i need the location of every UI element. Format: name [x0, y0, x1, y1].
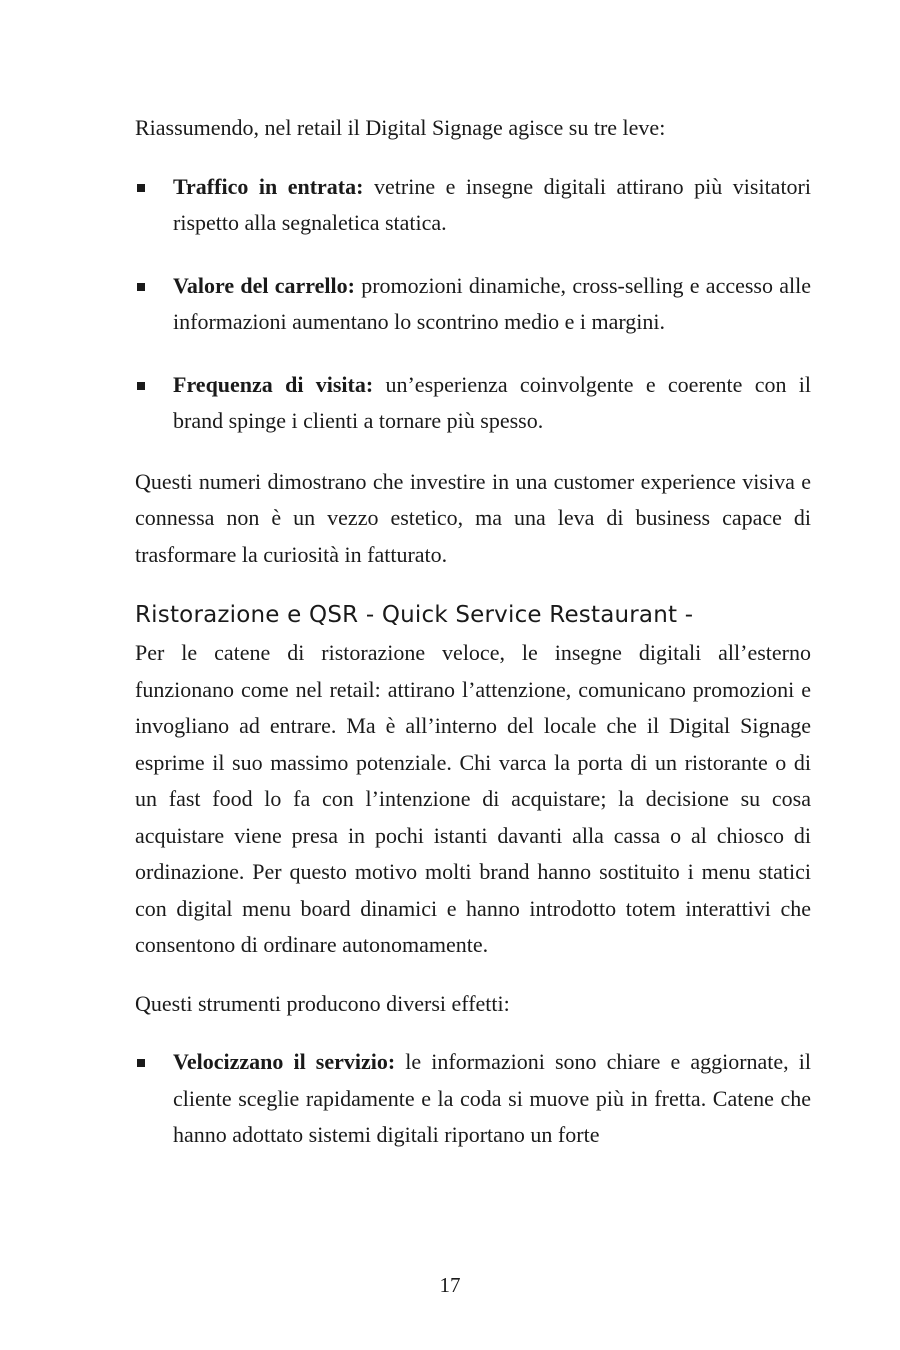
section-body-paragraph: Per le catene di ristorazione veloce, le insegne digitali all’esterno funzionano come nel retail: attirano l’attenzione, comunicano promozioni e invogliano ad entrare. Ma è all’interno del locale che il Digital Signage esprime il suo massimo potenziale. Chi varca la porta di un ristorante o di un fast food lo fa con l’intenzione di acquistare; la decisione su cosa acquistare viene presa in pochi istanti davanti alla cassa o al chiosco di ordinazione. Per questo motivo molti brand hanno sostituito i menu statici con digital menu board dinamici e hanno introdotto totem interattivi che consentono di ordinare autonomamente.: [135, 640, 811, 957]
list-item-lead: Traffico in entrata:: [173, 173, 364, 199]
list-item-speed: [135, 1044, 811, 1154]
list-item-lead: Valore del carrello:: [173, 272, 355, 298]
list-item-cart-value: [135, 268, 811, 341]
effects-list: [135, 1044, 811, 1154]
list-item-visit-frequency: [135, 367, 811, 440]
intro-paragraph: Riassumendo, nel retail il Digital Signage agisce su tre leve:: [135, 115, 666, 140]
list-item-traffic: [135, 169, 811, 242]
list-item-lead: Frequenza di visita:: [173, 371, 374, 397]
list-item-lead: Velocizzano il servizio:: [173, 1049, 396, 1074]
page-content: [135, 110, 811, 1154]
page-number: 17: [439, 1273, 461, 1297]
list-item-text: un’esperienza coinvolgente e coerente con il brand spinge i clienti a tornare più spesso.: [173, 371, 811, 433]
list-item-text: promozioni dinamiche, cross-selling e accesso alle informazioni aumentano lo scontrino medio e i margini.: [173, 272, 812, 334]
square-bullet-icon: [137, 283, 145, 291]
effects-intro-paragraph: Questi strumenti producono diversi effetti:: [135, 990, 510, 1016]
list-item-text: le informazioni sono chiare e aggiornate, il cliente sceglie rapidamente e la coda si muove più in fretta. Catene che hanno adottato sistemi digitali riportano un forte: [173, 1049, 811, 1147]
square-bullet-icon: [137, 382, 145, 390]
levers-list: [135, 169, 811, 440]
section-heading: Ristorazione e QSR - Quick Service Restaurant -: [135, 602, 694, 628]
list-item-text: vetrine e insegne digitali attirano più visitatori rispetto alla segnaletica statica.: [173, 173, 811, 235]
square-bullet-icon: [137, 1059, 145, 1067]
square-bullet-icon: [137, 184, 145, 192]
conclusion-paragraph: Questi numeri dimostrano che investire in una customer experience visiva e connessa non è un vezzo estetico, ma una leva di business capace di trasformare la curiosità in fatturato.: [135, 468, 811, 567]
